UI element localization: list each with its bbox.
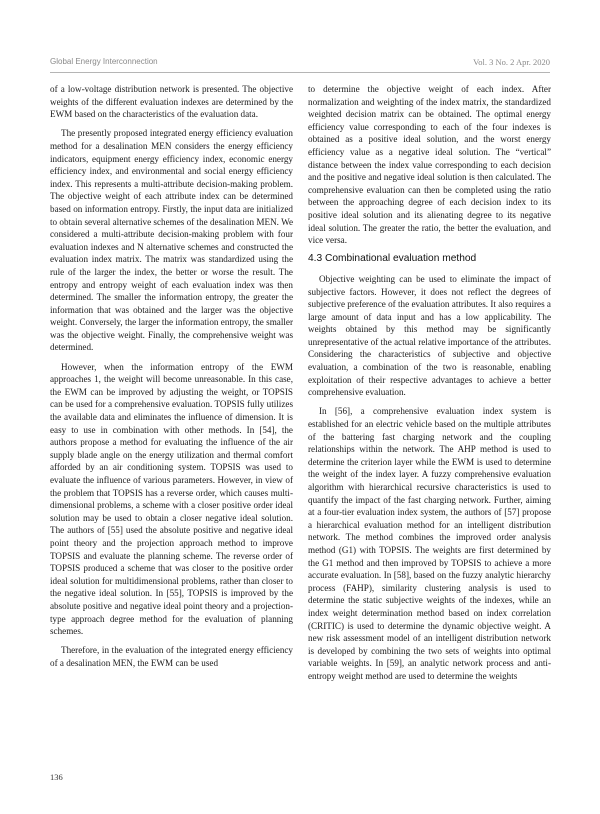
paragraph: of a low-voltage distribution network is presented. The objective weights of the different evaluation indexes are determined by the EWM based on the characteristics of the evaluation data. [50,84,293,120]
paragraph: However, when the information entropy of the EWM approaches 1, the weight will become unreasonable. In this case, the EWM can be improved by adjusting the weight, or TOPSIS can be used for a comprehensive evaluation. TOPSIS fully utilizes the available data and eliminates the influence of dimension. It is easy to use in combination with other methods. In [54], the authors propose a method for evaluating the influence of the air supply blade angle on the energy utilization and thermal comfort afforded by an air conditioning system. TOPSIS was used to evaluate the influence of various parameters. However, in view of the problem that TOPSIS has a reverse order, which causes multi-dimensional problems, a scheme with a closer positive order ideal solution may be used to obtain a closer negative ideal solution. The authors of [55] used the absolute positive and negative ideal point theory and the projection approach method to improve TOPSIS and evaluate the planning scheme. The reverse order of TOPSIS produced a scheme that was closer to the positive order ideal solution for multidimensional problems, rather than closer to the negative ideal solution. In [55], TOPSIS is improved by the absolute positive and negative ideal point theory and a projection-type approach degree method for the evaluation of planning schemes. [50,361,293,637]
issue-info: Vol. 3 No. 2 Apr. 2020 [473,57,550,67]
paragraph: Objective weighting can be used to eliminate the impact of subjective factors. However, it does not reflect the degrees of subjective preference of the evaluation attributes. It also requires a large amount of data input and has a low applicability. The weights obtained by this method may be significantly unrepresentative of the actual relative importance of the attributes. Considering the characteristics of subjective and objective evaluation, a combination of the two is reasonable, enabling exploitation of their respective advantages to achieve a better comprehensive evaluation. [308,273,551,398]
paragraph: to determine the objective weight of each index. After normalization and weighting of the index matrix, the standardized weighted decision matrix can be obtained. The optimal energy efficiency value corresponding to each of the four indexes is obtained as a positive ideal solution, and the worst energy efficiency value as a negative ideal solution. The “vertical” distance between the index value corresponding to each decision and the positive and negative ideal solution is then calculated. The comprehensive evaluation can then be completed using the ratio between the approaching degree of each decision index to its positive ideal solution and its alienating degree to its negative ideal solution. The greater the ratio, the better the evaluation, and vice versa. [308,84,551,246]
paragraph: The presently proposed integrated energy efficiency evaluation method for a desalination MEN considers the energy efficiency indicators, equipment energy efficiency index, economic energy efficiency index, and environmental and social energy efficiency index. This represents a multi-attribute decision-making problem. The objective weight of each attribute index can be determined based on information entropy. Firstly, the input data are initialized to obtain several alternative schemes of the desalination MEN. We considered a multi-attribute decision-making problem with four evaluation indexes and N alternative schemes and constructed the evaluation index matrix. The matrix was standardized using the rule of the larger the index, the better or worse the result. The entropy and entropy weight of each evaluation index was then determined. The smaller the information entropy, the greater the information that was obtained and the larger was the objective weight. Conversely, the larger the information entropy, the smaller was the objective weight. Finally, the comprehensive weight was determined. [50,128,293,353]
journal-name: Global Energy Interconnection [50,57,158,66]
right-column [308,83,551,689]
page-number: 136 [50,772,63,782]
paragraph: In [56], a comprehensive evaluation index system is established for an electric vehicle based on the multiple attributes of the battering fast charging network and the coupling relationships within the network. The AHP method is used to determine the criterion layer while the EWM is used to determine the weight of the index layer. A fuzzy comprehensive evaluation algorithm with hierarchical recursive characteristics is used to quantify the impact of the fast charging network. Further, aiming at a four-tier evaluation index system, the authors of [57] propose a hierarchical evaluation method for an intelligent distribution network. The method combines the improved order analysis method (G1) with TOPSIS. The weights are first determined by the G1 method and then improved by TOPSIS to achieve a more accurate evaluation. In [58], based on the fuzzy analytic hierarchy process (FAHP), similarity clustering analysis is used to determine the static subjective weights of the indexes, while an index weight determination method based on index correlation (CRITIC) is used to determine the dynamic objective weight. A new risk assessment model of an intelligent distribution network is developed by combining the two sets of weights into optimal variable weights. In [59], an analytic network process and anti-entropy weight method are used to determine the weights [308,406,551,681]
section-heading: 4.3 Combinational evaluation method [308,253,477,265]
left-column [50,83,293,676]
header-rule [50,72,550,73]
paragraph: Therefore, in the evaluation of the integrated energy efficiency of a desalination MEN, the EWM can be used [50,645,293,668]
running-header [50,57,550,71]
